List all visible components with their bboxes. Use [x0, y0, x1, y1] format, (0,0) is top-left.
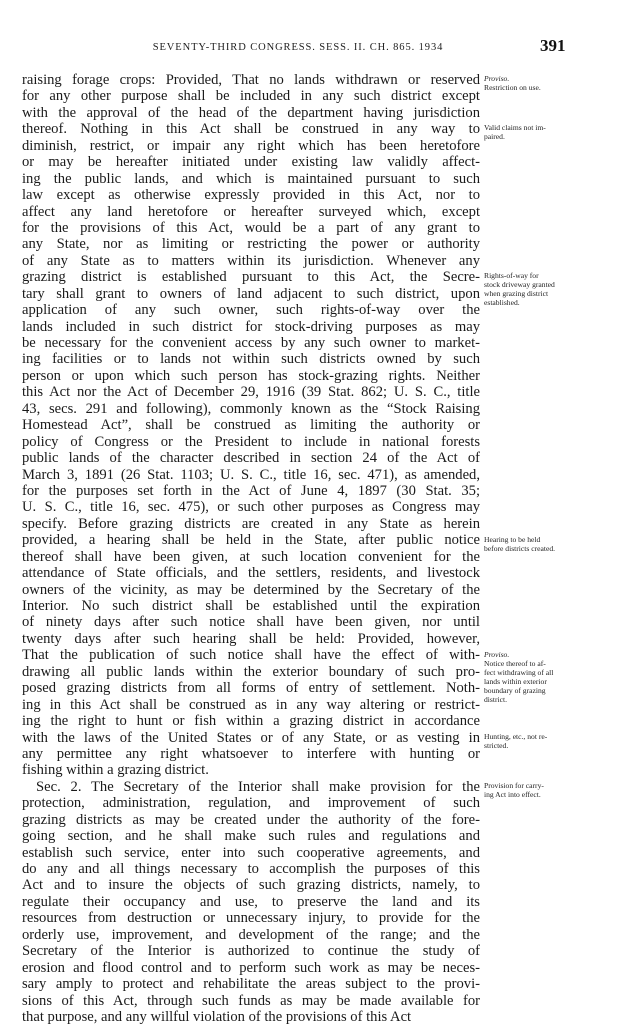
body-line: Sec. 2. The Secretary of the Interior shall make provision for the: [36, 778, 480, 795]
margin-note-line: established.: [484, 298, 520, 308]
margin-note: [484, 781, 594, 799]
body-line: person or upon which such person has stock-grazing rights. Neither: [22, 367, 480, 384]
body-line: law except as otherwise expressly provided in this Act, nor to: [22, 187, 480, 204]
body-line: do any and all things necessary to accomplish the purposes of this: [22, 861, 480, 877]
body-text: [22, 72, 480, 1025]
body-line: of ninety days after such notice shall have been given, nor until: [22, 614, 480, 631]
margin-note: [484, 732, 594, 750]
body-line: grazing district is established pursuant to this Act, the Secre-: [22, 269, 480, 286]
body-line: posed grazing districts from all forms of entry of settlement. Noth-: [22, 680, 480, 697]
margin-note-line: Hearing to be held: [484, 534, 541, 544]
body-line: 43, secs. 291 and following), commonly known as the “Stock Raising: [22, 400, 480, 417]
body-line: public lands of the character described in section 24 of the Act of: [22, 450, 480, 467]
body-line: policy of Congress or the President to include in national forests: [22, 433, 480, 450]
body-line: Act and to insure the objects of such grazing districts, namely, to: [22, 877, 480, 894]
body-line: ing the right to hunt or fish within a grazing district in accordance: [22, 713, 480, 730]
body-line: sions of this Act, through such funds as may be made available for: [22, 992, 480, 1009]
body-line: twenty days after such hearing shall be held: Provided, however,: [22, 630, 480, 647]
margin-note-line: Valid claims not im-: [484, 123, 546, 133]
margin-note-line: Proviso.: [484, 649, 510, 659]
body-line: protection, administration, regulation, and improvement of such: [22, 795, 480, 812]
body-line: ing facilities or to lands not within such districts owned by such: [22, 351, 480, 368]
body-line: resources from destruction or unnecessary injury, to provide for the: [22, 910, 480, 927]
margin-note-line: Proviso.: [484, 74, 510, 83]
body-line: of any State as to matters within its jurisdiction. Whenever any: [22, 252, 480, 269]
body-line: raising forage crops: Provided, That no lands withdrawn or reserved: [22, 72, 480, 88]
body-line: ing the public lands, and which is maintained pursuant to such: [22, 170, 480, 187]
body-line: be necessary for the convenient access by any such owner to market-: [22, 335, 480, 351]
margin-note-line: stock driveway granted: [484, 280, 555, 290]
body-line: establish such service, enter into such cooperative agreements, and: [22, 844, 480, 861]
body-line: application of any such owner, such rights-of-way over the: [22, 302, 480, 319]
body-line: any permittee any right whatsoever to interfere with hunting or: [22, 745, 480, 762]
margin-note-line: stricted.: [484, 741, 509, 750]
body-line: thereof shall have been given, at such location convenient for the: [22, 548, 480, 565]
margin-note-line: Restriction on use.: [484, 83, 541, 92]
body-line: this Act nor the Act of December 29, 1916 (39 Stat. 862; U. S. C., title: [22, 384, 480, 401]
body-line: March 3, 1891 (26 Stat. 1103; U. S. C., title 16, sec. 471), as amended,: [22, 466, 480, 483]
body-line: owners of the vicinity, as may be determined by the Secretary of the: [22, 581, 480, 598]
margin-note: [484, 74, 594, 92]
margin-note-line: fect withdrawing of all: [484, 667, 554, 677]
margin-note-line: Hunting, etc., not re-: [484, 732, 548, 741]
body-line: thereof. Nothing in this Act shall be construed in any way to: [22, 121, 480, 138]
body-line: erosion and flood control and to perform such work as may be neces-: [22, 959, 480, 976]
body-line: fishing within a grazing district.: [22, 762, 209, 779]
margin-note-line: ing Act into effect.: [484, 790, 541, 800]
body-line: U. S. C., title 16, sec. 475), or such other purposes as Congress may: [22, 499, 480, 516]
body-line: that purpose, and any willful violation of the provisions of this Act: [22, 1008, 412, 1025]
margin-note-line: paired.: [484, 132, 505, 142]
body-line: diminish, restrict, or impair any right which has been heretofore: [22, 137, 480, 154]
body-line: sary amply to protect and rehabilitate the areas subject to the provi-: [22, 976, 480, 993]
body-line: grazing districts as may be created under the authority of the fore-: [22, 811, 480, 828]
body-line: Secretary of the Interior is authorized to continue the study of: [22, 943, 480, 960]
body-line: for the provisions of this Act, would be a part of any grant to: [22, 219, 480, 236]
margin-note-line: lands within exterior: [484, 676, 547, 686]
margin-note-line: Provision for carry-: [484, 781, 544, 791]
margin-note-line: before districts created.: [484, 543, 556, 553]
margin-note: [484, 271, 594, 307]
page-number: 391: [540, 36, 566, 55]
margin-note: [484, 535, 594, 553]
body-line: tary shall grant to owners of land adjacent to such district, upon: [22, 285, 480, 302]
margin-note-line: Rights-of-way for: [484, 271, 539, 281]
body-line: Homestead Act”, shall be construed as limiting the authority or: [22, 417, 480, 434]
body-line: going section, and he shall make such rules and regulations and: [22, 828, 480, 845]
body-line: provided, a hearing shall be held in the State, after public notice: [22, 532, 480, 549]
margin-note: [484, 123, 594, 141]
body-line: specify. Before grazing districts are created in any State as herein: [22, 515, 480, 532]
margin-note: [484, 650, 594, 704]
body-line: affect any land heretofore or hereafter surveyed which, except: [22, 203, 480, 220]
body-line: or may be hereafter initiated under existing law validly affect-: [22, 154, 480, 171]
body-line: orderly use, improvement, and development of the range; and the: [22, 926, 480, 943]
body-line: ing in this Act shall be construed as in any way altering or restrict-: [22, 696, 480, 713]
body-line: drawing all public lands within the exterior boundary of such pro-: [22, 663, 480, 680]
body-line: with the approval of the head of the department having jurisdiction: [22, 104, 480, 121]
body-line: any State, nor as limiting or restricting the power or authority: [22, 236, 480, 253]
margin-note-line: district.: [484, 694, 507, 704]
running-head: SEVENTY-THIRD CONGRESS. SESS. II. CH. 865. 1934: [152, 42, 444, 53]
body-line: That the publication of such notice shall have the effect of with-: [22, 647, 480, 664]
margin-note-line: boundary of grazing: [484, 685, 546, 695]
margin-note-line: when grazing district: [484, 289, 549, 299]
body-line: lands included in such district for stock-driving purposes as may: [22, 318, 480, 335]
margin-note-line: Notice thereof to af-: [484, 658, 546, 668]
body-line: for the purposes set forth in the Act of June 4, 1897 (30 Stat. 35;: [22, 482, 480, 499]
body-line: attendance of State officials, and the settlers, residents, and livestock: [22, 565, 480, 582]
body-line: regulate their occupancy and use, to preserve the land and its: [22, 893, 480, 910]
body-line: Interior. No such district shall be established until the expiration: [22, 598, 480, 614]
body-line: with the laws of the United States or of any State, or as vesting in: [22, 729, 480, 746]
body-line: for any other purpose shall be included in any such district except: [22, 88, 480, 105]
